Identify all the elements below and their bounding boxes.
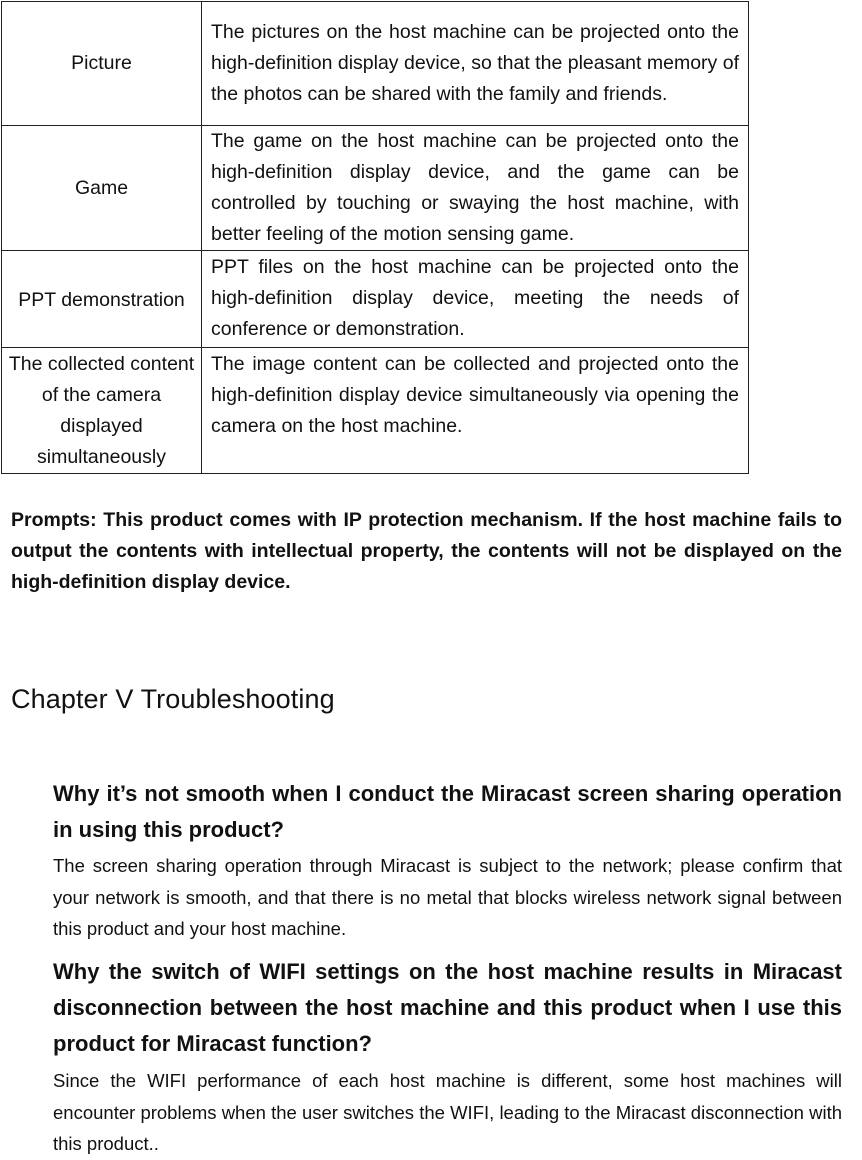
faq-question: Why it’s not smooth when I conduct the Miracast screen sharing operation in using this product? (53, 781, 842, 842)
faq-answer: Since the WIFI performance of each host machine is different, some host machines will encounter problems when the user switches the WIFI, leading to the Miracast disconnection with this product.. (53, 1070, 842, 1154)
chapter-title: Chapter V Troubleshooting (11, 684, 335, 714)
feature-name: The collected content of the camera displayed simultaneously (2, 348, 202, 474)
table-row (2, 2, 749, 126)
feature-name: Game (2, 126, 202, 251)
feature-description: The image content can be collected and projected onto the high-definition display device simultaneously via opening the camera on the host machine. (202, 348, 749, 474)
ip-protection-prompt: Prompts: This product comes with IP protection mechanism. If the host machine fails to output the contents with intellectual property, the contents will not be displayed on the high-definition display device. (11, 509, 842, 593)
feature-description: The pictures on the host machine can be projected onto the high-definition display device, so that the pleasant memory of the photos can be shared with the family and friends. (202, 2, 749, 126)
faq-answer: The screen sharing operation through Miracast is subject to the network; please confirm that your network is smooth, and that there is no metal that blocks wireless network signal between this product and your host machine. (53, 855, 842, 939)
feature-description: PPT files on the host machine can be projected onto the high-definition display device, meeting the needs of conference or demonstration. (202, 251, 749, 348)
feature-table (1, 1, 749, 474)
table-row (2, 126, 749, 251)
feature-name: Picture (2, 2, 202, 126)
feature-description: The game on the host machine can be projected onto the high-definition display device, and the game can be controlled by touching or swaying the host machine, with better feeling of the motion sensing game. (202, 126, 749, 251)
table-row (2, 251, 749, 348)
table-row (2, 348, 749, 474)
feature-name: PPT demonstration (2, 251, 202, 348)
faq-question: Why the switch of WIFI settings on the host machine results in Miracast disconnection between the host machine and this product when I use this product for Miracast function? (53, 959, 842, 1056)
